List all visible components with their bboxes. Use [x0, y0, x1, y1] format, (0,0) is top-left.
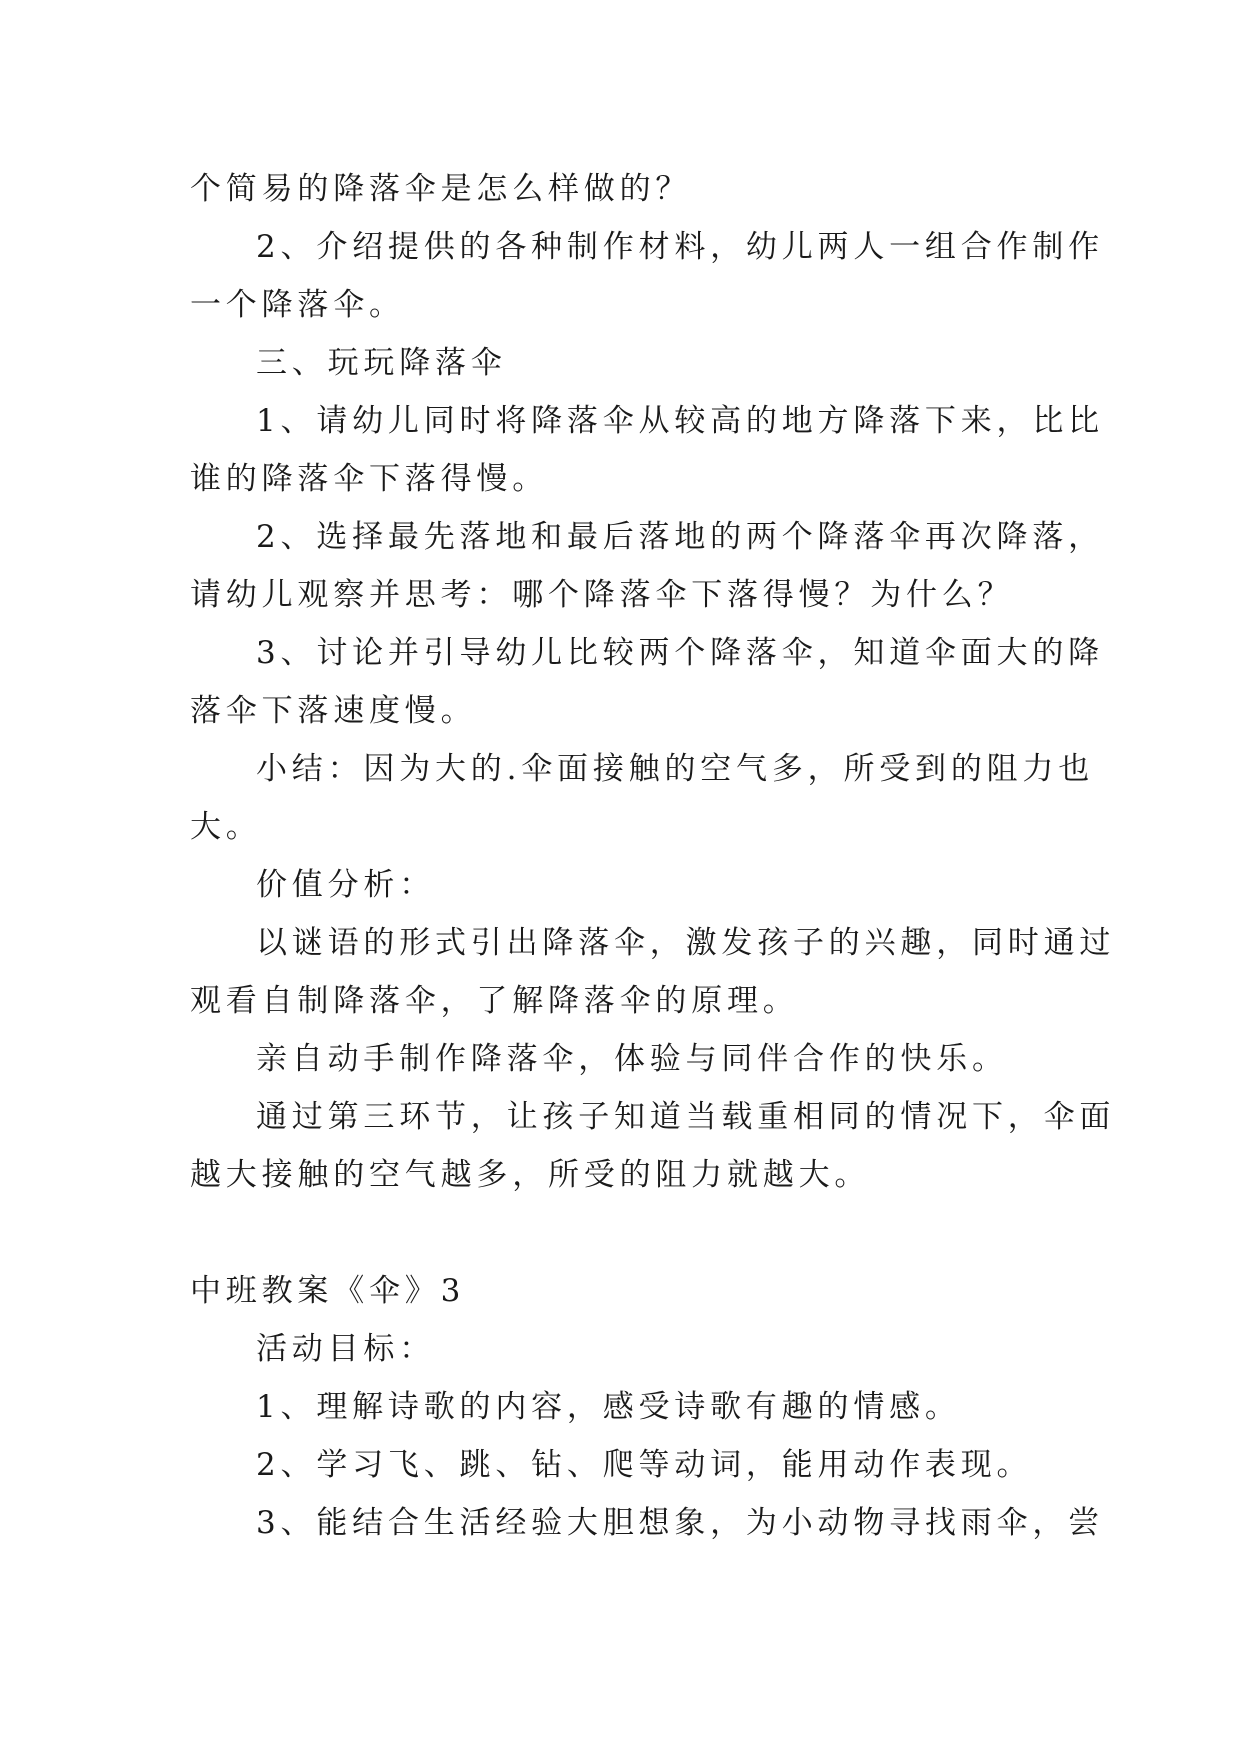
lesson-plan-title: 中班教案《伞》3 — [190, 1273, 466, 1309]
goal-item-1: 1、理解诗歌的内容，感受诗歌有趣的情感。 — [256, 1389, 961, 1425]
document-page — [190, 160, 1116, 1552]
text-line-5: 1、请幼儿同时将降落伞从较高的地方降落下来，比比 — [256, 403, 1104, 439]
value-analysis-heading: 价值分析： — [256, 867, 435, 903]
text-line-16: 亲自动手制作降落伞，体验与同伴合作的快乐。 — [256, 1041, 1008, 1077]
text-line-1: 个简易的降落伞是怎么样做的？ — [190, 171, 692, 207]
text-line-17: 通过第三环节，让孩子知道当载重相同的情况下，伞面 — [256, 1099, 1116, 1135]
text-line-15: 观看自制降落伞，了解降落伞的原理。 — [190, 983, 799, 1019]
summary-line: 小结：因为大的.伞面接触的空气多，所受到的阻力也 — [256, 751, 1095, 787]
text-line-10: 落伞下落速度慢。 — [190, 693, 477, 729]
activity-goals-heading: 活动目标： — [256, 1331, 435, 1367]
section-gap — [190, 1204, 1060, 1262]
text-line-6: 谁的降落伞下落得慢。 — [190, 461, 548, 497]
goal-item-3: 3、能结合生活经验大胆想象，为小动物寻找雨伞，尝 — [256, 1505, 1104, 1541]
section-heading-play: 三、玩玩降落伞 — [256, 345, 507, 381]
text-line-2: 2、介绍提供的各种制作材料，幼儿两人一组合作制作 — [256, 229, 1104, 265]
text-line-3: 一个降落伞。 — [190, 287, 405, 323]
text-line-12: 大。 — [190, 809, 262, 845]
text-line-14: 以谜语的形式引出降落伞，激发孩子的兴趣，同时通过 — [256, 925, 1116, 961]
text-line-8: 请幼儿观察并思考：哪个降落伞下落得慢？为什么？ — [190, 577, 1014, 613]
text-line-7: 2、选择最先落地和最后落地的两个降落伞再次降落， — [256, 519, 1104, 555]
text-line-18: 越大接触的空气越多，所受的阻力就越大。 — [190, 1157, 871, 1193]
text-line-9: 3、讨论并引导幼儿比较两个降落伞，知道伞面大的降 — [256, 635, 1104, 671]
goal-item-2: 2、学习飞、跳、钻、爬等动词，能用动作表现。 — [256, 1447, 1033, 1483]
